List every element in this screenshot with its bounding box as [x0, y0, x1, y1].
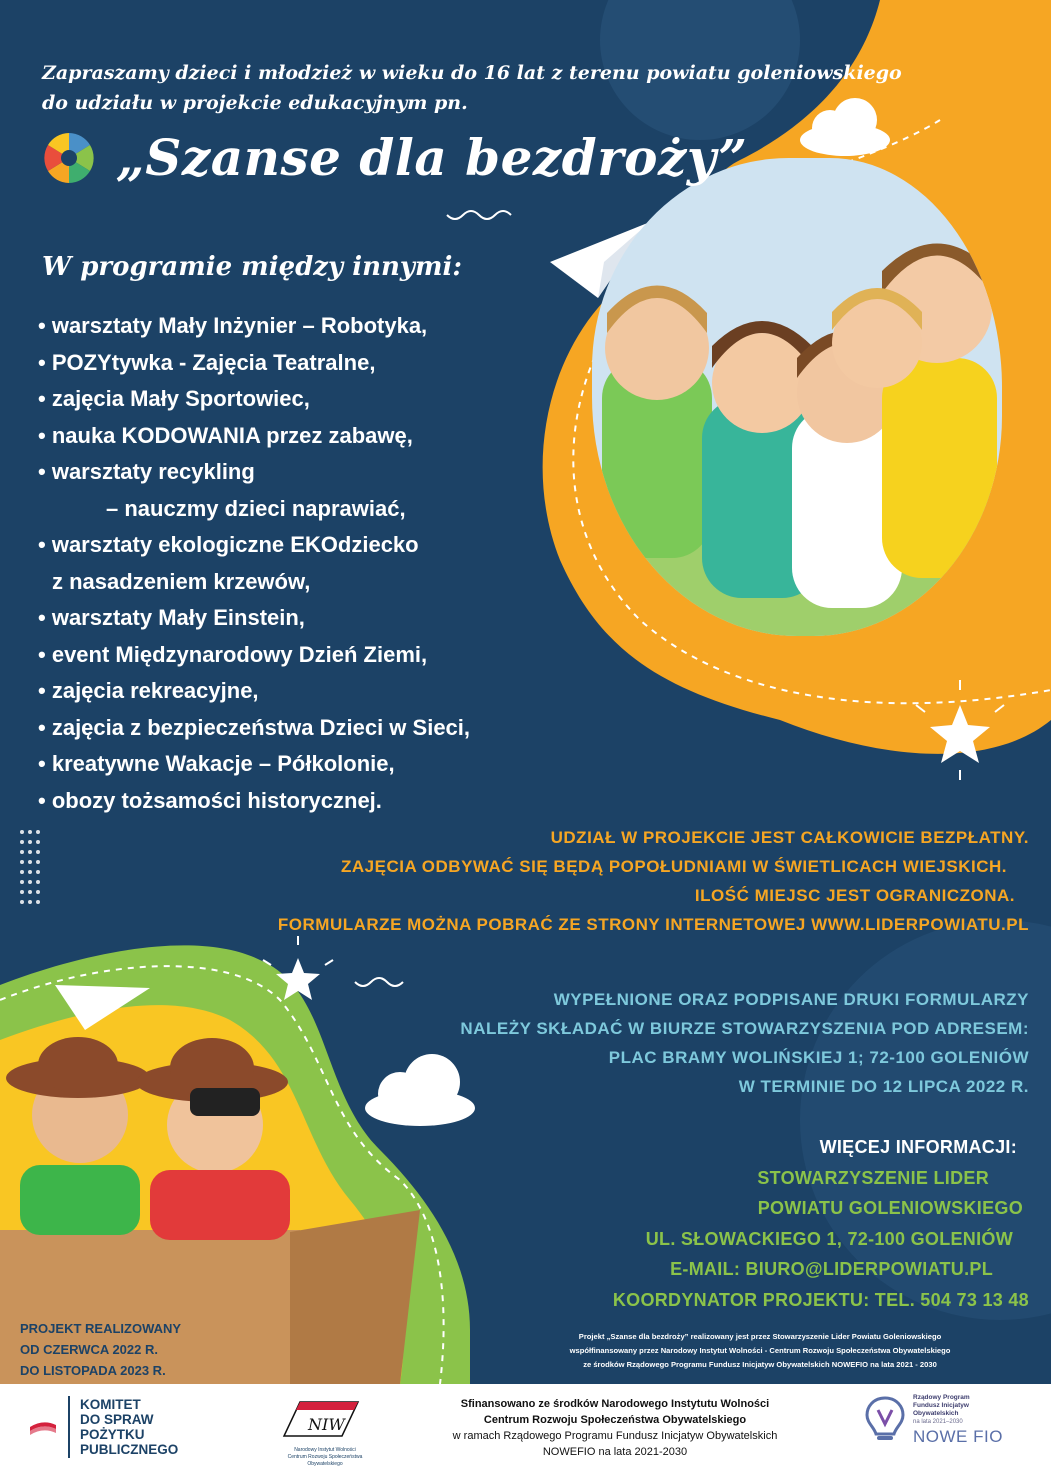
komitet-text [80, 1397, 178, 1457]
financing-line: Projekt „Szanse dla bezdroży” realizowany jest przez Stowarzyszenie Lider Powiatu Goleniowskiego [578, 1332, 942, 1341]
financing-statement-line: w ramach Rządowego Programu Fundusz Inicjatyw Obywatelskich [452, 1430, 778, 1442]
list-item: • zajęcia rekreacyjne, [38, 673, 470, 710]
lightbulb-icon [865, 1394, 905, 1446]
financing-line: współfinansowany przez Narodowy Instytut Wolności - Centrum Rozwoju Społeczeństwa Obywatelskiego [569, 1346, 951, 1355]
intro-line: Zapraszamy dzieci i młodzież w wieku do 16 lat z terenu powiatu goleniowskiego [42, 62, 902, 84]
fio-line: Fundusz Inicjatyw [913, 1402, 969, 1409]
list-item-continuation: – nauczmy dzieci naprawiać, [106, 495, 406, 521]
submission-line: NALEŻY SKŁADAĆ W BIURZE STOWARZYSZENIA POD ADRESEM: [460, 1019, 1029, 1038]
children-illustration [592, 158, 1002, 636]
page-title: „Szanse dla bezdroży” [116, 128, 748, 187]
dots-pattern [20, 830, 40, 904]
info-line: ZAJĘCIA ODBYWAĆ SIĘ BĘDĄ POPOŁUDNIAMI W ŚWIETLICACH WIEJSKICH. [340, 857, 1007, 876]
submission-info [460, 985, 1029, 1101]
list-item: • warsztaty recykling [38, 454, 470, 491]
list-item: • event Międzynarodowy Dzień Ziemi, [38, 637, 470, 674]
komitet-line: PUBLICZNEGO [80, 1442, 179, 1457]
pinwheel-logo-icon [40, 129, 98, 187]
list-item: • POZYtywka - Zajęcia Teatralne, [38, 345, 470, 382]
niw-logo-mark [280, 1396, 370, 1442]
contact-heading: WIĘCEJ INFORMACJI: [819, 1137, 1017, 1157]
niw-logo [280, 1396, 370, 1468]
fio-line: Rządowy Program [913, 1394, 970, 1401]
logo-divider [68, 1396, 70, 1458]
list-item: • warsztaty Mały Einstein, [38, 600, 470, 637]
submission-line: WYPEŁNIONE ORAZ PODPISANE DRUKI FORMULARZY [553, 990, 1029, 1009]
financing-note [480, 1330, 1040, 1372]
contact-email: E-MAIL: BIURO@LIDERPOWIATU.PL [670, 1259, 993, 1279]
title-row [40, 128, 748, 187]
footer-logos [0, 1384, 1051, 1473]
children-photo [592, 158, 1002, 636]
contact-info [613, 1132, 1029, 1315]
contact-coordinator: KOORDYNATOR PROJEKTU: TEL. 504 73 13 48 [612, 1289, 1029, 1310]
info-line: FORMULARZE MOŻNA POBRAĆ ZE STRONY INTERNETOWEJ WWW.LIDERPOWIATU.PL [277, 915, 1029, 934]
list-item-continuation: z nasadzeniem krzewów, [52, 568, 311, 594]
fio-years: na lata 2021–2030 [913, 1419, 963, 1425]
nowe-fio-text [913, 1394, 1003, 1447]
komitet-line: DO SPRAW [80, 1412, 154, 1427]
period-line: DO LISTOPADA 2023 R. [20, 1363, 166, 1378]
binoculars [190, 1088, 260, 1116]
niw-caption: Centrum Rozwoju Społeczeństwa Obywatelskiego [287, 1454, 363, 1467]
list-item: • warsztaty Mały Inżynier – Robotyka, [38, 308, 470, 345]
niw-logo-text: NIW [308, 1415, 345, 1434]
list-item: • zajęcia Mały Sportowiec, [38, 381, 470, 418]
nowe-fio-logo [865, 1394, 1003, 1447]
komitet-line: KOMITET [80, 1397, 141, 1412]
submission-line: PLAC BRAMY WOLIŃSKIEJ 1; 72-100 GOLENIÓW [608, 1048, 1029, 1067]
contact-address: UL. SŁOWACKIEGO 1, 72-100 GOLENIÓW [645, 1228, 1013, 1249]
info-line: ILOŚĆ MIEJSC JEST OGRANICZONA. [694, 886, 1015, 905]
komitet-logo [28, 1396, 178, 1458]
squiggle-decoration [355, 978, 403, 986]
info-line: UDZIAŁ W PROJEKCIE JEST CAŁKOWICIE BEZPŁATNY. [550, 828, 1029, 847]
squiggle-decoration [447, 211, 511, 219]
list-item: • warsztaty ekologiczne EKOdziecko [38, 527, 470, 564]
financing-statement [420, 1396, 810, 1460]
intro-line: do udziału w projekcie edukacyjnym pn. [42, 92, 468, 114]
financing-statement-line: NOWEFIO na lata 2021-2030 [542, 1446, 688, 1458]
list-item: • nauka KODOWANIA przez zabawę, [38, 418, 470, 455]
cloud-icon [365, 1054, 475, 1126]
girl-left-hat-top [38, 1037, 118, 1093]
girl-left-shirt [20, 1165, 140, 1235]
polish-flag-icon [28, 1417, 58, 1437]
program-heading: W programie między innymi: [42, 252, 462, 282]
fio-line: Obywatelskich [913, 1410, 959, 1417]
participation-info [278, 823, 1029, 939]
girl-right-shirt [150, 1170, 290, 1240]
fio-name: NOWE FIO [913, 1427, 1003, 1446]
period-line: PROJEKT REALIZOWANY [20, 1321, 182, 1336]
financing-line: ze środków Rządowego Programu Fundusz Inicjatyw Obywatelskich NOWEFIO na lata 2021 - 2030 [583, 1360, 937, 1369]
contact-org-line: POWIATU GOLENIOWSKIEGO [757, 1198, 1023, 1218]
komitet-line: POŻYTKU [80, 1427, 145, 1442]
intro-text [42, 58, 902, 118]
program-list [38, 308, 470, 819]
contact-org-line: STOWARZYSZENIE LIDER [757, 1167, 989, 1188]
submission-line: W TERMINIE DO 12 LIPCA 2022 R. [738, 1077, 1029, 1096]
niw-caption: Narodowy Instytut Wolności [294, 1447, 356, 1453]
list-item: • zajęcia z bezpieczeństwa Dzieci w Sieci, [38, 710, 470, 747]
period-line: OD CZERWCA 2022 R. [20, 1342, 158, 1357]
list-item: • obozy tożsamości historycznej. [38, 783, 470, 820]
financing-statement-line: Sfinansowano ze środków Narodowego Instytutu Wolności [460, 1398, 770, 1410]
financing-statement-line: Centrum Rozwoju Społeczeństwa Obywatelskiego [483, 1414, 747, 1426]
project-period [20, 1318, 181, 1381]
list-item: • kreatywne Wakacje – Półkolonie, [38, 746, 470, 783]
cardboard-flap [290, 1210, 420, 1384]
